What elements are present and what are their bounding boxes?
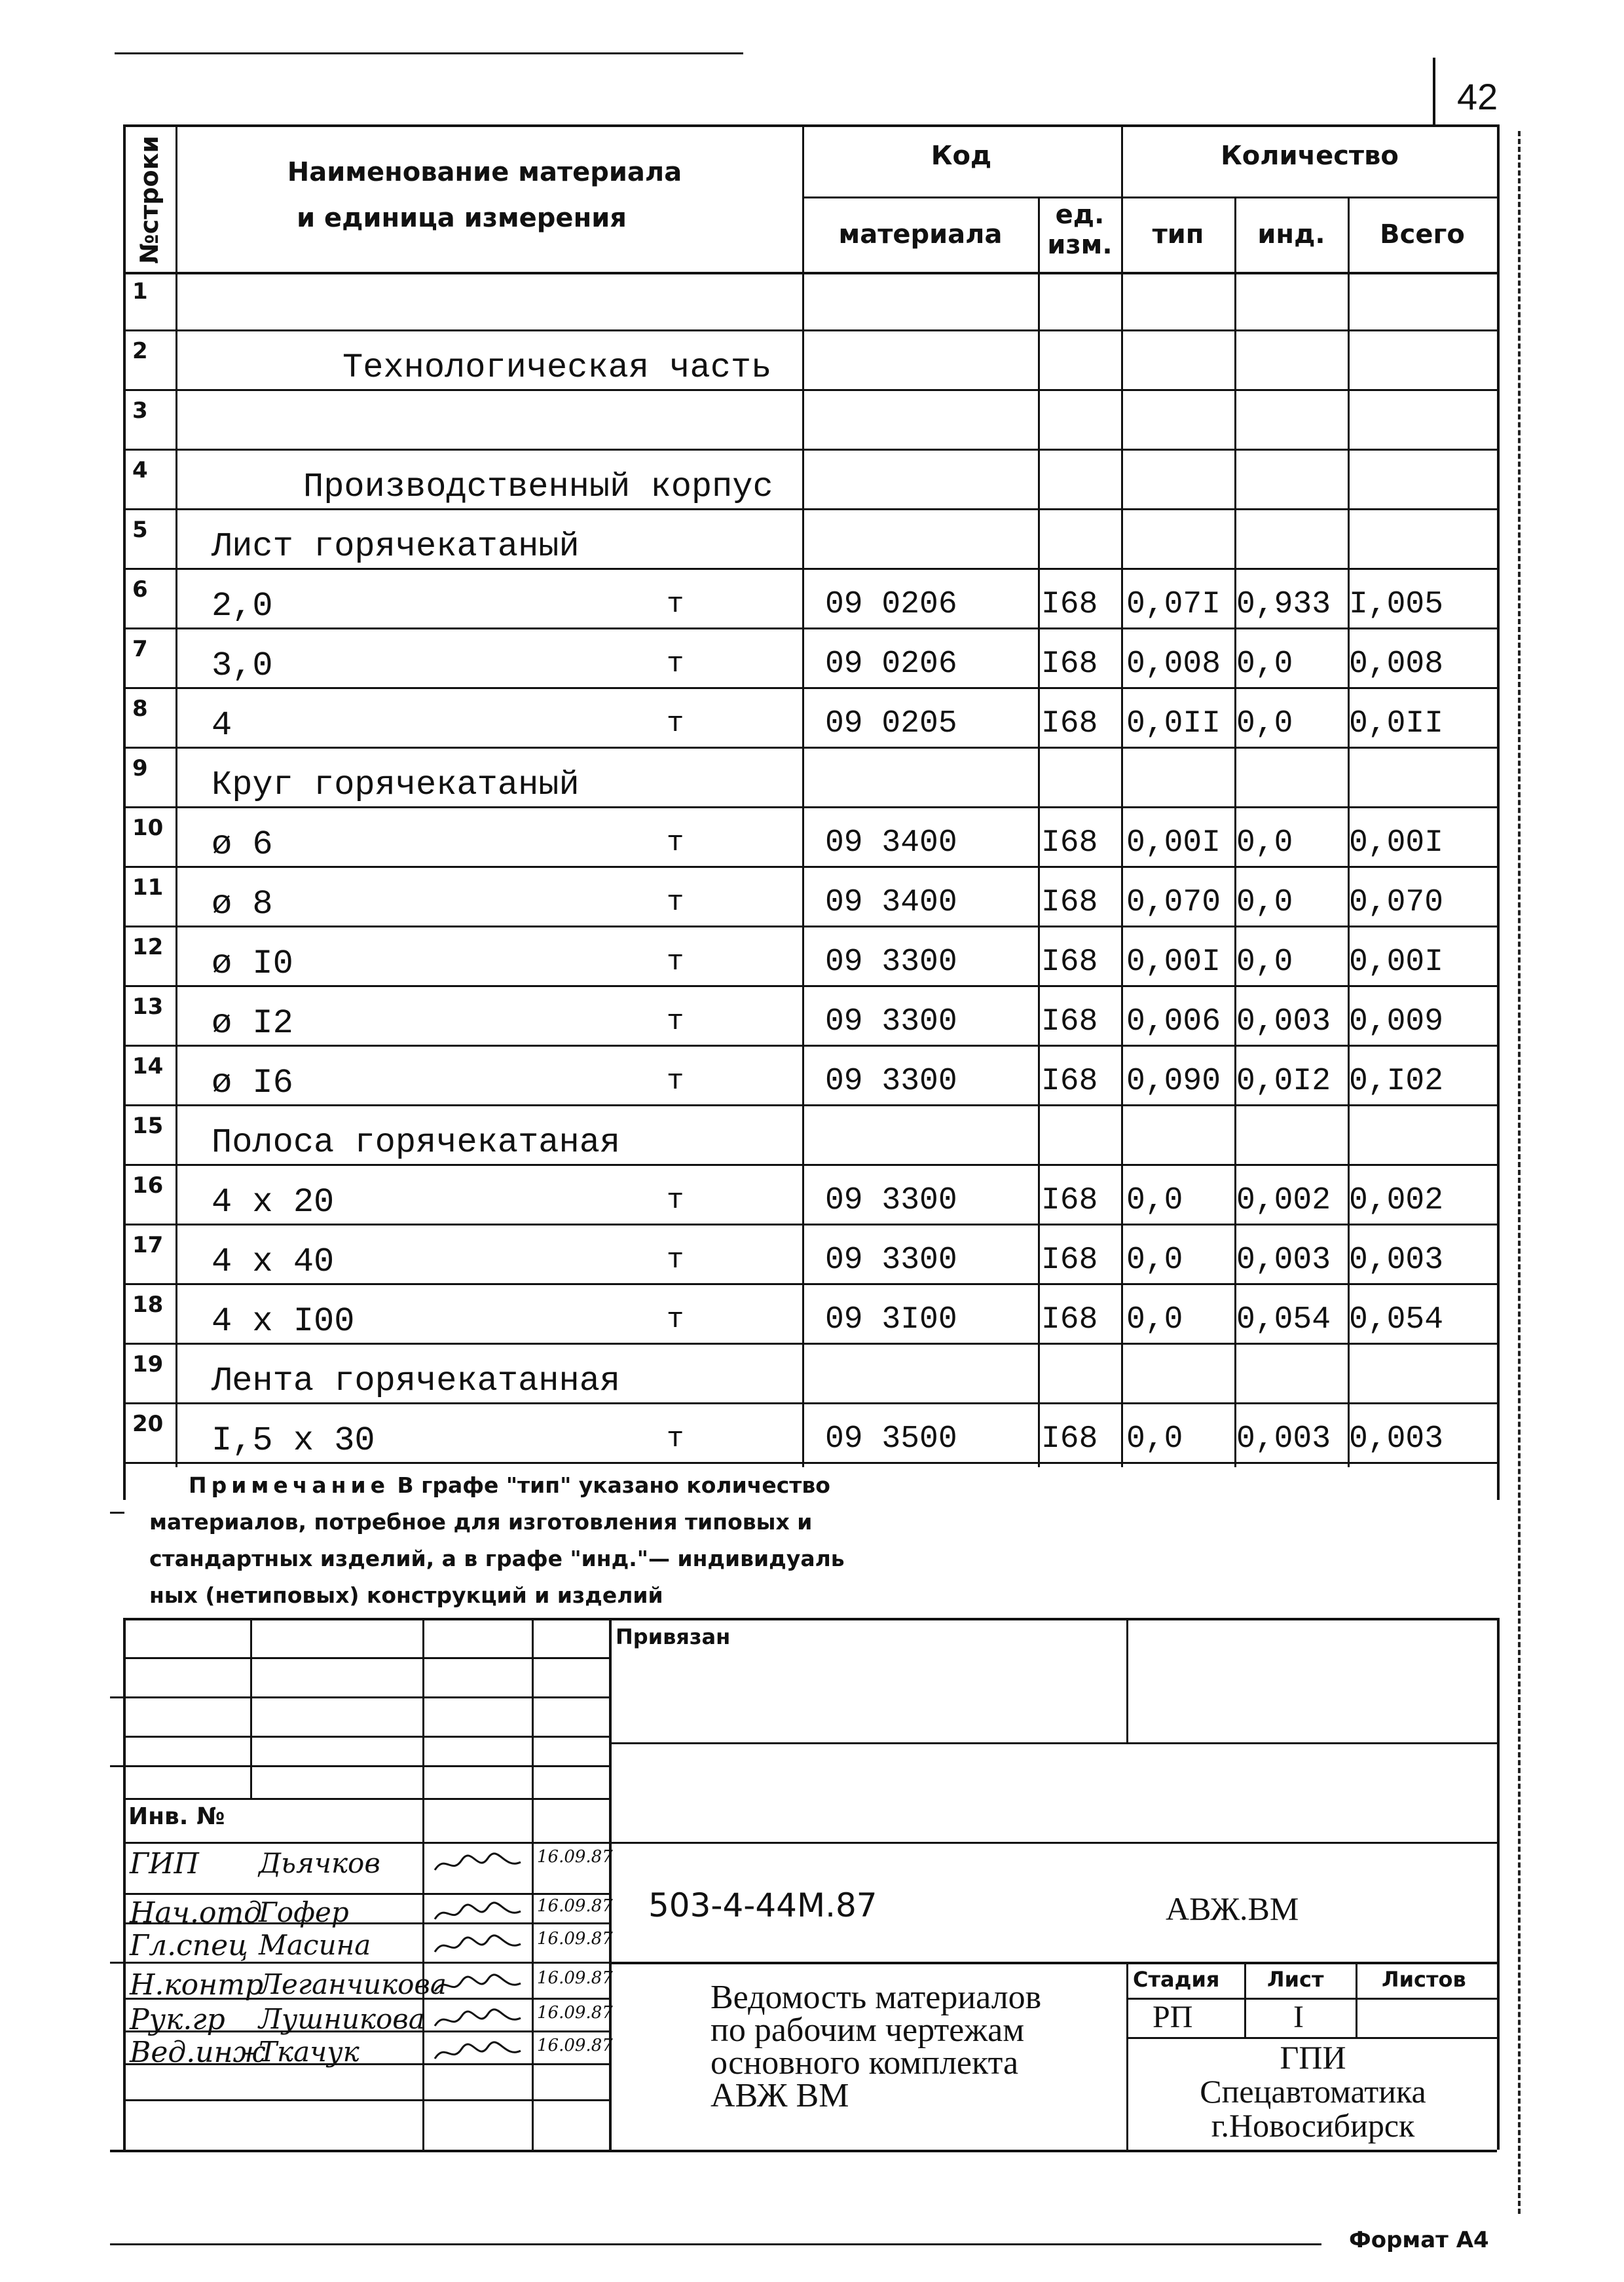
quantity-type: 0,00I xyxy=(1126,825,1221,861)
material-name: Технологическая часть xyxy=(342,348,772,387)
signature-scribble xyxy=(432,1899,524,1926)
material-name: Полоса горячекатаная xyxy=(212,1123,621,1162)
signer-role: Нач.отд xyxy=(130,1896,263,1930)
material-code: 09 3500 xyxy=(825,1421,957,1457)
note-line3: стандартных изделий, а в графе "инд."— индивидуаль xyxy=(149,1546,845,1571)
quantity-type: 0,070 xyxy=(1126,885,1221,920)
quantity-total: 0,009 xyxy=(1349,1004,1444,1039)
material-code: 09 3300 xyxy=(825,1004,957,1039)
unit-code: I68 xyxy=(1041,1421,1098,1457)
material-name: 4 x I00 xyxy=(212,1302,355,1341)
sheet-label: Лист xyxy=(1267,1967,1324,1992)
document-title xyxy=(710,1981,1041,2112)
note-line1 xyxy=(149,1467,935,1504)
stamp-col xyxy=(1126,1962,1128,2150)
quantity-type: 0,090 xyxy=(1126,1064,1221,1099)
note-line2: материалов, потребное для изготовления типовых и xyxy=(149,1509,813,1535)
organization-line3: г.Новосибирск xyxy=(1211,2107,1415,2144)
material-name: Производственный корпус xyxy=(303,468,773,506)
material-header: материала xyxy=(838,219,1003,250)
bottom-rule xyxy=(110,2243,1321,2245)
row-number: 20 xyxy=(132,1411,164,1437)
page-number: 42 xyxy=(1457,76,1498,117)
table-row xyxy=(123,749,1497,808)
table-row xyxy=(123,927,1497,987)
quantity-total: 0,002 xyxy=(1349,1183,1444,1218)
row-number: 4 xyxy=(132,457,148,483)
table-row xyxy=(123,1047,1497,1106)
signer-role: Гл.спец xyxy=(130,1929,248,1962)
note-line1-text: В графе "тип" указано количество xyxy=(389,1472,830,1498)
row-number: 15 xyxy=(132,1113,164,1139)
name-header-line1: Наименование материала xyxy=(287,157,682,187)
signature-scribble xyxy=(432,2039,524,2065)
quantity-ind: 0,0 xyxy=(1236,945,1293,980)
row-number: 10 xyxy=(132,815,164,841)
stamp-row xyxy=(123,1893,609,1895)
unit-code: I68 xyxy=(1041,646,1098,682)
signer-date: 16.09.87 xyxy=(537,1896,613,1916)
signer-name: Лушникова xyxy=(259,2003,425,2035)
row-number: 3 xyxy=(132,398,148,424)
quantity-total: I,005 xyxy=(1349,587,1444,622)
material-code: 09 3300 xyxy=(825,1183,957,1218)
table-top-line xyxy=(123,124,1497,127)
material-code: 09 0206 xyxy=(825,646,957,682)
quantity-ind: 0,003 xyxy=(1236,1421,1331,1457)
table-row xyxy=(123,808,1497,868)
material-name: 2,0 xyxy=(212,587,273,626)
table-row xyxy=(123,570,1497,629)
signer-name: Гофер xyxy=(259,1896,349,1928)
quantity-ind: 0,0 xyxy=(1236,706,1293,741)
table-row xyxy=(123,1345,1497,1404)
material-name: 4 xyxy=(212,706,232,745)
signer-name: Ткачук xyxy=(259,2036,360,2068)
quantity-total: 0,0II xyxy=(1349,706,1444,741)
unit-of-measure: т xyxy=(667,1244,684,1277)
quantity-ind: 0,0I2 xyxy=(1236,1064,1331,1099)
margin-dashes xyxy=(1518,131,1521,2214)
document-title-line2: по рабочим чертежам xyxy=(710,2011,1025,2049)
sheets-label: Листов xyxy=(1382,1967,1466,1992)
unit-of-measure: т xyxy=(667,1423,684,1455)
quantity-ind: 0,054 xyxy=(1236,1302,1331,1337)
quantity-ind: 0,0 xyxy=(1236,885,1293,920)
unit-code: I68 xyxy=(1041,706,1098,741)
unit-header-line2: изм. xyxy=(1047,230,1113,260)
quantity-ind: 0,002 xyxy=(1236,1183,1331,1218)
stamp-row xyxy=(123,2099,609,2101)
table-row xyxy=(123,1404,1497,1464)
unit-of-measure: т xyxy=(667,946,684,979)
unit-code: I68 xyxy=(1041,885,1098,920)
document-title-line4: АВЖ ВМ xyxy=(710,2077,849,2114)
quantity-type: 0,006 xyxy=(1126,1004,1221,1039)
row-number: 2 xyxy=(132,338,148,364)
quantity-total: 0,00I xyxy=(1349,945,1444,980)
type-header: тип xyxy=(1152,219,1204,250)
note-tick xyxy=(110,1512,124,1514)
row-number: 13 xyxy=(132,994,164,1020)
quantity-total: 0,I02 xyxy=(1349,1064,1444,1099)
quantity-type: 0,00I xyxy=(1126,945,1221,980)
unit-of-measure: т xyxy=(667,648,684,681)
unit-code: I68 xyxy=(1041,945,1098,980)
stage-label: Стадия xyxy=(1133,1967,1220,1992)
material-name: 4 x 40 xyxy=(212,1243,335,1281)
signature-scribble xyxy=(432,2006,524,2032)
row-number: 1 xyxy=(132,278,148,305)
page-number-divider xyxy=(1433,58,1435,124)
stamp-row xyxy=(123,1798,609,1800)
unit-of-measure: т xyxy=(667,1065,684,1098)
organization-line1: ГПИ xyxy=(1280,2039,1346,2076)
signer-date: 16.09.87 xyxy=(537,1847,613,1867)
unit-of-measure: т xyxy=(667,886,684,919)
document-title-line3: основного комплекта xyxy=(710,2044,1019,2082)
organization-line2: Спецавтоматика xyxy=(1200,2073,1426,2110)
unit-code: I68 xyxy=(1041,1183,1098,1218)
stamp-row xyxy=(110,1765,609,1767)
material-name: ø 8 xyxy=(212,885,273,924)
unit-code: I68 xyxy=(1041,1243,1098,1278)
note xyxy=(149,1467,935,1614)
quantity-total: 0,008 xyxy=(1349,646,1444,682)
name-header xyxy=(216,149,753,241)
row-number-header-text: №строки xyxy=(135,136,164,264)
material-name: I,5 x 30 xyxy=(212,1421,375,1460)
quantity-type: 0,0 xyxy=(1126,1302,1183,1337)
material-name: 4 x 20 xyxy=(212,1183,335,1222)
table-right-line xyxy=(1497,124,1500,1500)
row-line xyxy=(123,1462,1497,1464)
row-number: 16 xyxy=(132,1172,164,1199)
quantity-ind: 0,003 xyxy=(1236,1243,1331,1278)
header-split xyxy=(802,196,1497,198)
material-name: Лента горячекатанная xyxy=(212,1362,621,1400)
row-number: 5 xyxy=(132,517,148,543)
format-label: Формат А4 xyxy=(1349,2227,1489,2253)
table-row xyxy=(123,510,1497,570)
signer-date: 16.09.87 xyxy=(537,2003,613,2023)
ind-header: инд. xyxy=(1257,219,1325,250)
stamp-row xyxy=(123,1657,609,1659)
material-code: 09 3400 xyxy=(825,825,957,861)
quantity-total: 0,00I xyxy=(1349,825,1444,861)
material-code: 09 3I00 xyxy=(825,1302,957,1337)
attached-label: Привязан xyxy=(616,1624,731,1649)
unit-code: I68 xyxy=(1041,1064,1098,1099)
unit-code: I68 xyxy=(1041,587,1098,622)
stamp-col xyxy=(609,1618,612,2150)
quantity-ind: 0,0 xyxy=(1236,646,1293,682)
row-number: 7 xyxy=(132,636,148,662)
row-number: 6 xyxy=(132,576,148,603)
table-row xyxy=(123,987,1497,1047)
table-row xyxy=(123,451,1497,510)
total-header: Всего xyxy=(1380,219,1465,250)
document-title-line1: Ведомость материалов xyxy=(710,1979,1042,2016)
material-code: 09 0205 xyxy=(825,706,957,741)
quantity-type: 0,0 xyxy=(1126,1421,1183,1457)
stamp-row xyxy=(123,1736,609,1738)
material-name: 3,0 xyxy=(212,646,273,685)
row-number: 19 xyxy=(132,1351,164,1377)
table-row xyxy=(123,331,1497,391)
stamp-row xyxy=(123,1842,1497,1844)
row-number: 8 xyxy=(132,696,148,722)
unit-of-measure: т xyxy=(667,1184,684,1217)
quantity-header: Количество xyxy=(1221,141,1399,171)
signer-role: Вед.инж xyxy=(130,2036,266,2069)
unit-of-measure: т xyxy=(667,827,684,859)
quantity-total: 0,054 xyxy=(1349,1302,1444,1337)
row-number: 18 xyxy=(132,1292,164,1318)
stamp-right xyxy=(1497,1618,1500,2150)
table-row xyxy=(123,629,1497,689)
quantity-type: 0,0II xyxy=(1126,706,1221,741)
stamp-col xyxy=(250,1618,252,1798)
row-number-header xyxy=(128,131,170,269)
table-row xyxy=(123,868,1497,927)
stamp-col xyxy=(1356,1962,1357,2037)
material-name: ø I2 xyxy=(212,1004,293,1043)
row-number: 14 xyxy=(132,1053,164,1079)
stamp-row xyxy=(609,1962,1497,1964)
code-header: Код xyxy=(931,141,992,171)
table-row xyxy=(123,272,1497,331)
table-row xyxy=(123,1285,1497,1345)
inventory-label: Инв. № xyxy=(128,1803,225,1830)
quantity-type: 0,0 xyxy=(1126,1243,1183,1278)
unit-of-measure: т xyxy=(667,588,684,621)
quantity-ind: 0,0 xyxy=(1236,825,1293,861)
signer-name: Масина xyxy=(259,1929,371,1961)
material-name: Лист горячекатаный xyxy=(212,527,580,566)
organization xyxy=(1136,2040,1490,2142)
material-code: 09 3300 xyxy=(825,945,957,980)
material-name: ø 6 xyxy=(212,825,273,864)
top-rule xyxy=(115,52,743,54)
stamp-top xyxy=(123,1618,1497,1620)
table-row xyxy=(123,1166,1497,1225)
quantity-total: 0,003 xyxy=(1349,1421,1444,1457)
quantity-ind: 0,933 xyxy=(1236,587,1331,622)
signer-role: Н.контр xyxy=(130,1968,263,2002)
name-header-line2: и единица измерения xyxy=(297,203,627,233)
material-name: ø I6 xyxy=(212,1064,293,1102)
quantity-total: 0,003 xyxy=(1349,1243,1444,1278)
material-code: 09 0206 xyxy=(825,587,957,622)
unit-code: I68 xyxy=(1041,1302,1098,1337)
row-number: 17 xyxy=(132,1232,164,1258)
table-row xyxy=(123,391,1497,451)
unit-of-measure: т xyxy=(667,707,684,740)
quantity-total: 0,070 xyxy=(1349,885,1444,920)
table-row xyxy=(123,1225,1497,1285)
signer-role: Рук.гр xyxy=(130,2003,225,2036)
unit-code: I68 xyxy=(1041,1004,1098,1039)
unit-header-line1: ед. xyxy=(1055,200,1105,230)
signature-scribble xyxy=(432,1850,524,1877)
signer-name: Дьячков xyxy=(259,1847,380,1879)
row-number: 12 xyxy=(132,934,164,960)
quantity-type: 0,07I xyxy=(1126,587,1221,622)
document-code: 503-4-44М.87 xyxy=(648,1886,877,1924)
unit-header xyxy=(1040,200,1120,260)
signer-date: 16.09.87 xyxy=(537,1929,613,1949)
material-code: 09 3300 xyxy=(825,1064,957,1099)
quantity-type: 0,008 xyxy=(1126,646,1221,682)
document-mark: АВЖ.ВМ xyxy=(1166,1890,1299,1927)
signer-name: Леганчикова xyxy=(259,1968,447,2000)
row-number: 9 xyxy=(132,755,148,781)
sheet-value: I xyxy=(1293,2000,1304,2034)
note-line4: ных (нетиповых) конструкций и изделий xyxy=(149,1582,663,1608)
row-number: 11 xyxy=(132,874,164,901)
table-row xyxy=(123,1106,1497,1166)
table-row xyxy=(123,689,1497,749)
stamp-col xyxy=(1126,1618,1128,1742)
stamp-col xyxy=(1244,1962,1246,2037)
unit-code: I68 xyxy=(1041,825,1098,861)
signature-scribble xyxy=(432,1972,524,1998)
material-name: ø I0 xyxy=(212,945,293,983)
stage-value: РП xyxy=(1153,2000,1193,2034)
unit-of-measure: т xyxy=(667,1005,684,1038)
quantity-type: 0,0 xyxy=(1126,1183,1183,1218)
note-label: Примечание xyxy=(189,1472,390,1498)
quantity-ind: 0,003 xyxy=(1236,1004,1331,1039)
signer-role: ГИП xyxy=(130,1847,199,1880)
stamp-bottom xyxy=(110,2150,1497,2152)
stamp-row xyxy=(609,1742,1497,1744)
material-code: 09 3300 xyxy=(825,1243,957,1278)
signer-date: 16.09.87 xyxy=(537,2036,613,2055)
unit-of-measure: т xyxy=(667,1303,684,1336)
material-name: Круг горячекатаный xyxy=(212,766,580,804)
signer-date: 16.09.87 xyxy=(537,1968,613,1988)
stamp-row xyxy=(110,1696,609,1698)
signature-scribble xyxy=(432,1932,524,1958)
material-code: 09 3400 xyxy=(825,885,957,920)
